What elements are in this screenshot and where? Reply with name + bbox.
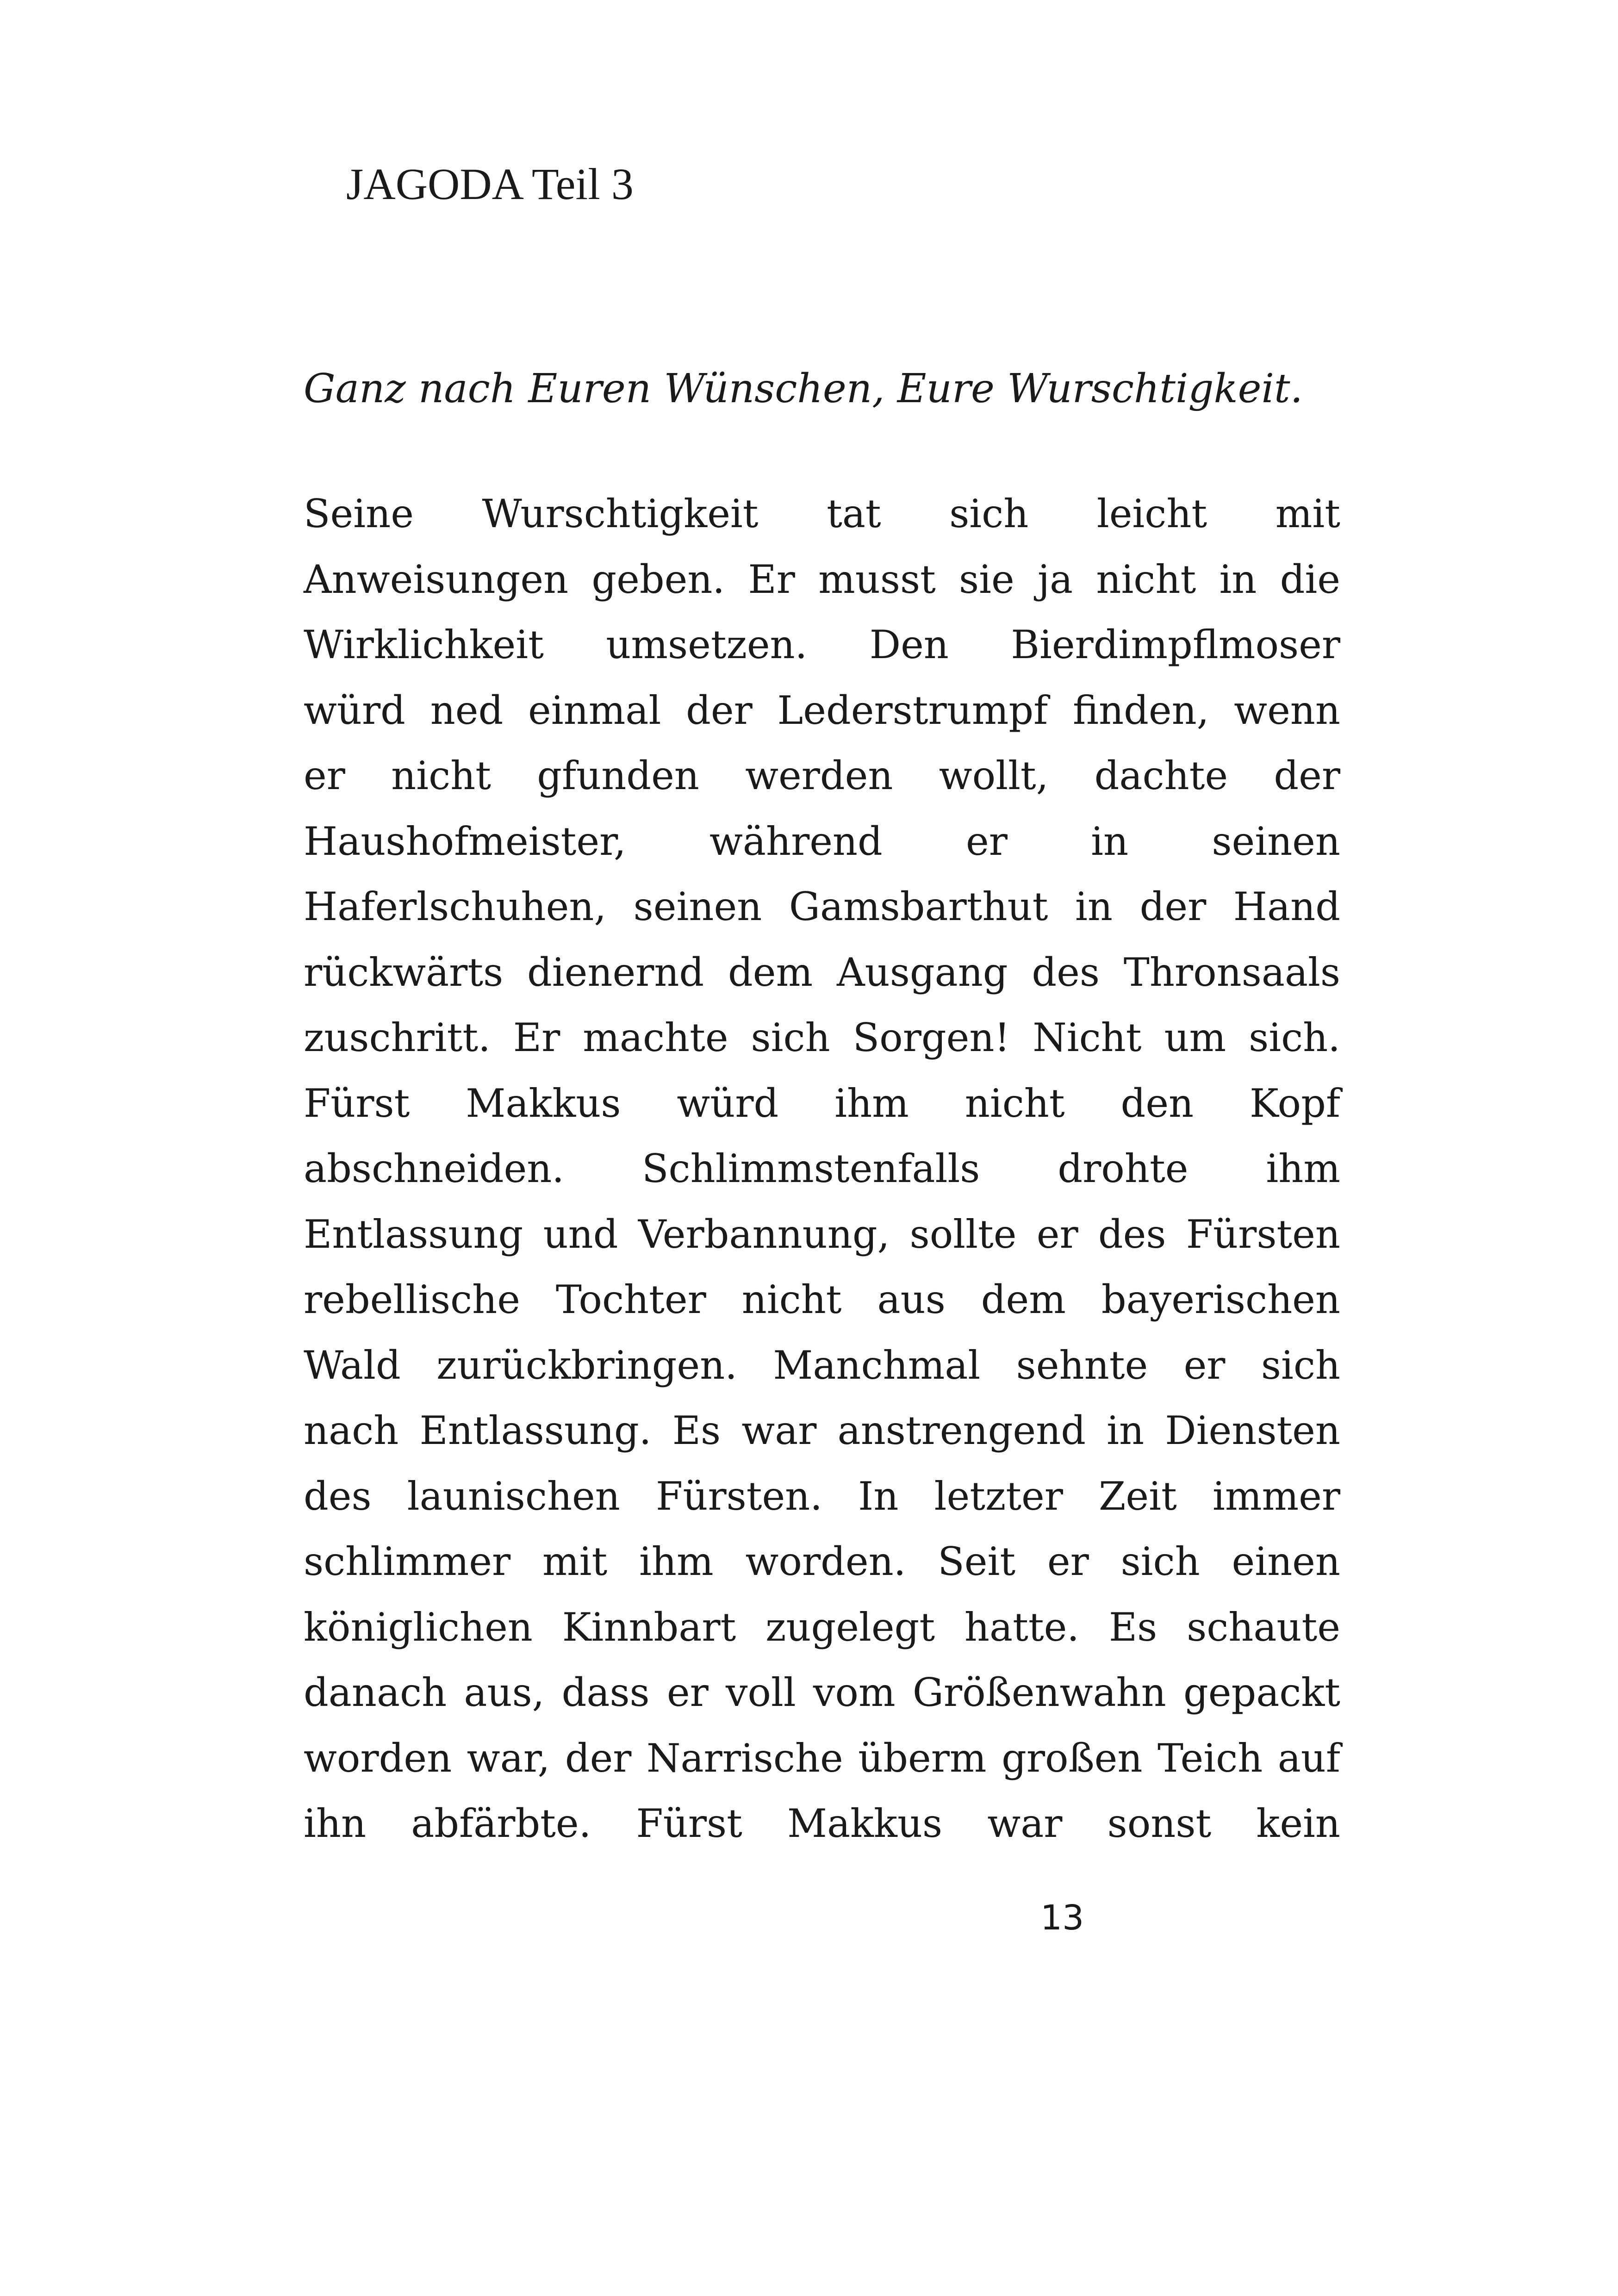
text-line: Seine Wurschtigkeit tat sich leicht mit [304,491,1340,536]
text-line: abschneiden. Schlimmstenfalls drohte ihm [304,1146,1340,1191]
text-line: ihn abfärbte. Fürst Makkus war sonst kein [304,1801,1340,1846]
text-line: worden war, der Narrische überm großen Teich auf [304,1735,1340,1781]
text-line: des launischen Fürsten. In letzter Zeit immer [304,1473,1340,1519]
text-line: würd ned einmal der Lederstrumpf finden, wenn [304,687,1340,733]
text-line: nach Entlassung. Es war anstrengend in Diensten [304,1408,1340,1453]
text-line: danach aus, dass er voll vom Größenwahn gepackt [304,1670,1340,1715]
text-line: er nicht gfunden werden wollt, dachte der [304,753,1340,798]
page-number: 13 [1040,1898,1084,1938]
text-line: Haferlschuhen, seinen Gamsbarthut in der Hand [304,884,1340,929]
text-line: Wald zurückbringen. Manchmal sehnte er sich [304,1342,1340,1388]
text-line: Entlassung und Verbannung, sollte er des Fürsten [304,1211,1340,1257]
text-line: königlichen Kinnbart zugelegt hatte. Es schaute [304,1604,1340,1650]
text-line: Fürst Makkus würd ihm nicht den Kopf [304,1080,1340,1126]
text-line: rückwärts dienernd dem Ausgang des Thronsaals [304,949,1340,995]
body-text [304,481,1340,1857]
text-line: Wirklichkeit umsetzen. Den Bierdimpflmoser [304,622,1340,667]
epigraph: Ganz nach Euren Wünschen, Eure Wurschtigkeit. [304,366,1303,412]
text-line: rebellische Tochter nicht aus dem bayerischen [304,1277,1340,1322]
text-line: Haushofmeister, während er in seinen [304,818,1340,864]
text-line: zuschritt. Er machte sich Sorgen! Nicht um sich. [304,1015,1340,1060]
running-header: JAGODA Teil 3 [346,159,634,209]
text-line: Anweisungen geben. Er musst sie ja nicht in die [304,556,1340,602]
text-line: schlimmer mit ihm worden. Seit er sich einen [304,1539,1340,1584]
